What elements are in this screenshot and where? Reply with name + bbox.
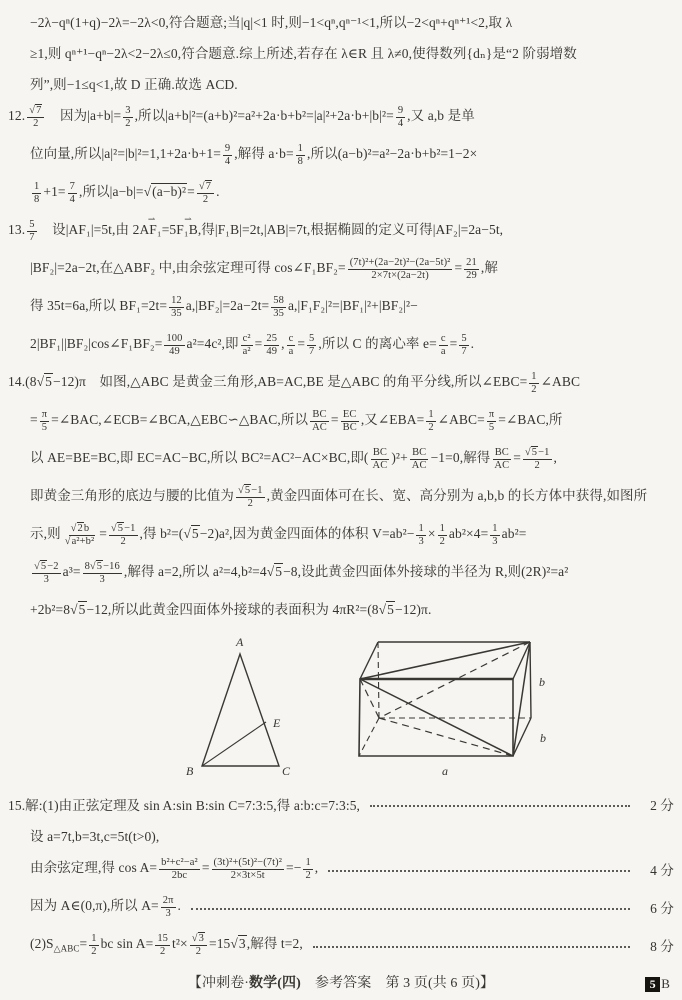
solution-line	[0, 174, 682, 212]
solution-line	[0, 326, 682, 364]
solution-text: 2|BF₁||BF₂|cos∠F₁BF₂= $\frac{100}{49}$ a²=4c²,即 $\frac{\text{c²}}{\text{a²}}$ = $\frac{25}{49}$ , $\frac{c}{a}$ = $\frac{5}{7}$ ,所以 C 的离心率 e= $\frac{c}{a}$ = $\frac{5}{7}$ .	[30, 332, 475, 357]
solution-text: 由余弦定理,得 cos A= $\frac{\text{b²+c²−a²}}{2bc}$ = $\frac{\text{(3t)²+(5t)²−(7t)²}}{2\times 3t\times 5t}$ =− $\frac{1}{2}$ ,	[30, 856, 319, 881]
triangle-figure	[162, 629, 324, 781]
solution-text: 位向量,所以|a|²=|b|²=1,1+2a·b+1= $\frac{9}{4}$ ,解得 a·b= $\frac{1}{8}$ ,所以(a−b)²=a²−2a·b+b²=1−2×	[30, 142, 478, 167]
solution-line	[0, 212, 682, 250]
dotted-leader	[313, 944, 630, 948]
solution-line	[0, 554, 682, 592]
solution-line	[0, 364, 682, 402]
solution-text: |BF₂|=2a−2t,在△ABF₂ 中,由余弦定理可得 cos∠F₁BF₂= $\frac{\text{(7t)²+(2a−2t)²−(2a−5t)²}}{2\times 7t\times(2a-2t)}$ = $\frac{21}{29}$ ,解	[30, 256, 498, 281]
solution-line	[0, 402, 682, 440]
solution-text: 以 AE=BE=BC,即 EC=AC−BC,所以 BC²=AC²−AC×BC,即( $\frac{BC}{AC}$ )²+ $\frac{BC}{AC}$ −1=0,解得 $\frac{BC}{AC}$ = $\frac{√5-1}{2}$ ,	[30, 446, 558, 471]
solution-text: 得 35t=6a,所以 BF₁=2t= $\frac{12}{35}$ a,|BF₂|=2a−2t= $\frac{58}{35}$ a,|F₁F₂|²=|BF₁|²+|BF₂|²−	[30, 294, 418, 319]
solution-text: 15.解:(1)由正弦定理及 sin A:sin B:sin C=7:3:5,得 a:b:c=7:3:5,	[8, 797, 361, 813]
solution-line	[0, 819, 682, 850]
vertex-label-E: E	[273, 716, 281, 730]
solution-line	[0, 288, 682, 326]
solution-line	[0, 98, 682, 136]
solution-line	[0, 788, 682, 819]
footer-left: 【冲刺卷·	[187, 976, 250, 991]
solution-text: −2λ−qⁿ(1+q)−2λ=−2λ<0,符合题意;当|q|<1 时,则−1<qⁿ,qⁿ⁻¹<1,所以−2<qⁿ+qⁿ⁺¹<2,取 λ	[30, 14, 513, 30]
solution-line	[0, 5, 682, 36]
solution-text: 示,则 $\frac{√2b}{\text{√a²+b²}}$ = $\frac{√5-1}{2}$ ,得 b²=(√5−2)a²,因为黄金四面体的体积 V=ab²− $\frac{1}{3}$ × $\frac{1}{2}$ ab²×4= $\frac{1}{3}$ ab²=	[30, 522, 527, 547]
solution-text: $\frac{√5-2}{3}$ a³= $\frac{8√5-16}{3}$ ,解得 a=2,所以 a²=4,b²=4√5−8,设此黄金四面体外接球的半径为 R,则(2R)²=a²	[34, 560, 569, 585]
solution-line	[0, 136, 682, 174]
score-label: 8 分	[650, 939, 674, 954]
solution-text: $\frac{1}{8}$ +1= $\frac{7}{4}$ ,所以|a−b|=√(a−b)²= $\frac{√7}{2}$ .	[34, 180, 220, 205]
figures-row	[162, 629, 682, 781]
solution-text: 设 a=7t,b=3t,c=5t(t>0),	[30, 828, 160, 844]
solution-line	[0, 516, 682, 554]
score-label: 4 分	[650, 863, 674, 878]
vertex-label-A: A	[236, 635, 244, 649]
solutions-bottom	[0, 783, 682, 964]
solution-text: = $\frac{\pi}{5}$ =∠BAC,∠ECB=∠BCA,△EBC∽△BAC,所以 $\frac{BC}{AC}$ = $\frac{EC}{BC}$ ,又∠EBA= $\frac{1}{2}$ ∠ABC= $\frac{\pi}{5}$ =∠BAC,所	[30, 408, 563, 433]
solution-text: 14.(8√5−12)π 如图,△ABC 是黄金三角形,AB=AC,BE 是△ABC 的角平分线,所以∠EBC= $\frac{1}{2}$ ∠ABC	[8, 370, 581, 395]
footer-rest: 参考答案 第 3 页(共 6 页)】	[300, 976, 495, 991]
solution-text: ≥1,则 qⁿ⁺¹−qⁿ−2λ<2−2λ≤0,符合题意.综上所述,若存在 λ∈R 且 λ≠0,使得数列{dₙ}是“2 阶弱增数	[30, 45, 577, 61]
solution-text: 12. $\frac{√7}{2}$ 因为|a+b|= $\frac{3}{2}$ ,所以|a+b|²=(a+b)²=a²+2a·b+b²=|a|²+2a·b+|b|²= $\frac{9}{4}$ ,又 a,b 是单	[8, 104, 475, 129]
solution-line	[0, 440, 682, 478]
page-code-number: 5	[645, 977, 660, 992]
page-code-badge	[645, 976, 670, 992]
solution-line	[0, 926, 682, 964]
edge-label-b-top: b	[539, 675, 546, 689]
score-label: 2 分	[650, 797, 674, 813]
vertex-label-B: B	[186, 764, 194, 778]
dotted-leader	[370, 803, 630, 807]
solution-text: 因为 A∈(0,π),所以 A= $\frac{2\pi}{3}$ .	[30, 894, 182, 919]
solution-text: 列”,则−1≤q<1,故 D 正确.故选 ACD.	[30, 76, 238, 92]
dotted-leader	[328, 868, 630, 872]
score-label: 6 分	[650, 901, 674, 916]
solution-line	[0, 36, 682, 67]
dotted-leader	[191, 906, 630, 910]
page-footer	[0, 972, 682, 992]
page-code-letter: B	[661, 976, 670, 991]
solution-line	[0, 592, 682, 623]
solution-text: 即黄金三角形的底边与腰的比值为 $\frac{√5-1}{2}$ ,黄金四面体可在长、宽、高分别为 a,b,b 的长方体中获得,如图所	[30, 484, 648, 509]
solution-text: 13. $\frac{5}{7}$ 设|AF₁|=5t,由 2AF₁ ⇀=5F₁B ⇀,得|F₁B|=2t,|AB|=7t,根据椭圆的定义可得|AF₂|=2a−5t,	[8, 218, 503, 243]
solution-text: +2b²=8√5−12,所以此黄金四面体外接球的表面积为 4πR²=(8√5−12)π.	[30, 601, 432, 617]
solution-line	[0, 67, 682, 98]
edge-label-a: a	[442, 764, 449, 778]
footer-subject: 数学(四)	[249, 976, 301, 991]
cuboid-figure	[350, 629, 555, 781]
solution-text: $(2)S_{\triangle ABC}=$ $\frac{1}{2}$ bc sin A= $\frac{15}{2}$ t²× $\frac{√3}{2}$ =15√3,解得 t=2,	[30, 932, 303, 957]
solution-line	[0, 888, 682, 926]
solution-line	[0, 850, 682, 888]
vertex-label-C: C	[282, 764, 291, 778]
solution-line	[0, 478, 682, 516]
edge-label-b-bottom: b	[540, 731, 547, 745]
solution-line	[0, 250, 682, 288]
